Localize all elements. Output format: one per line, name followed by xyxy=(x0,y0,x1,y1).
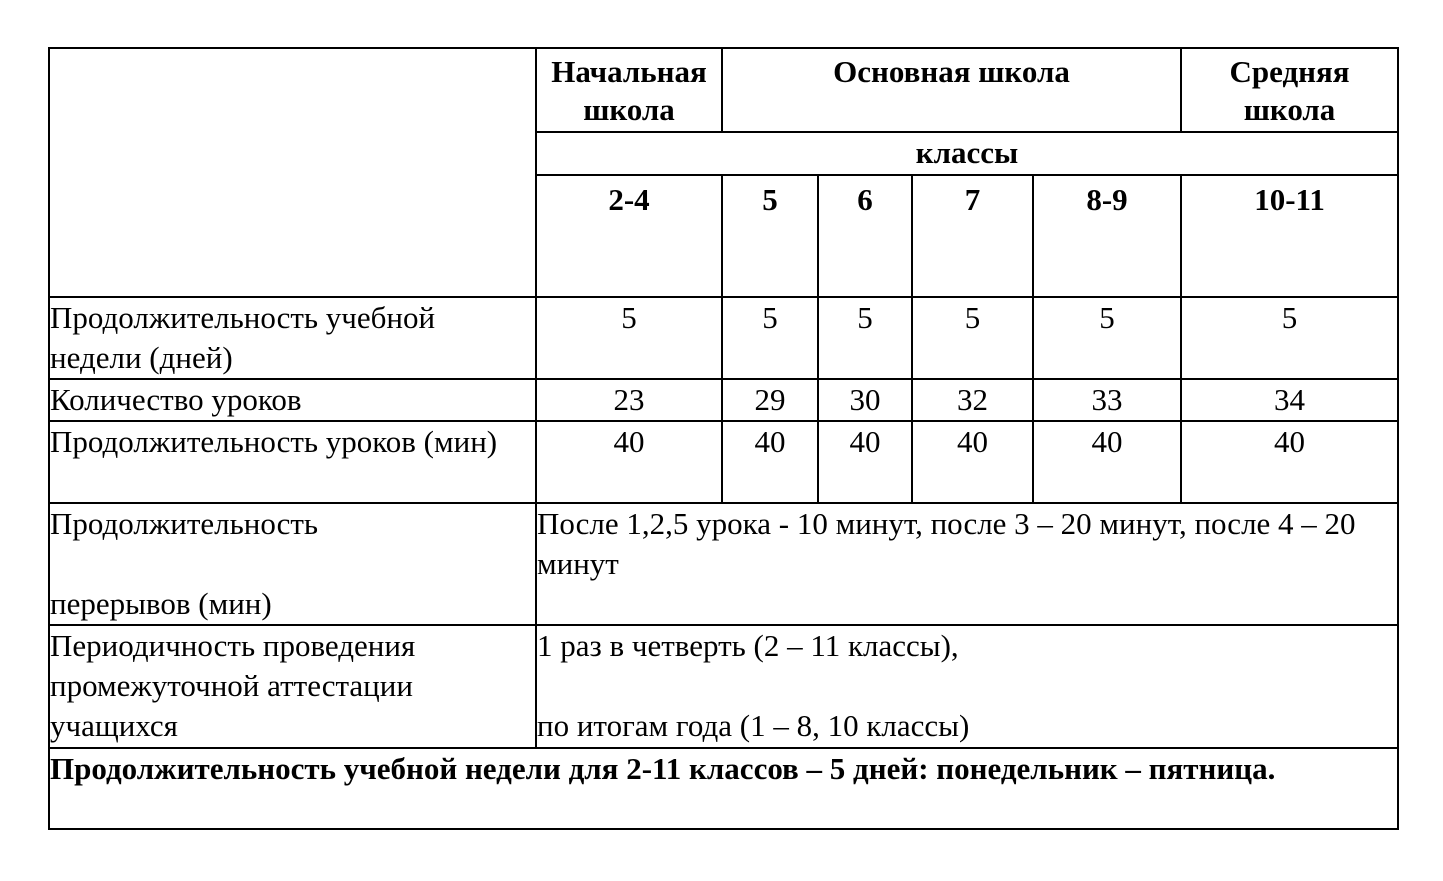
value-cell: 34 xyxy=(1181,379,1398,421)
stage-header-row xyxy=(49,48,1398,132)
classes-label: классы xyxy=(536,132,1398,175)
table-row xyxy=(49,379,1398,421)
breaks-label-top: Продолжительность xyxy=(50,506,319,541)
attestation-line-1: 1 раз в четверть (2 – 11 классы), xyxy=(537,628,959,663)
stage-primary: Начальная школа xyxy=(536,48,722,132)
value-cell: 40 xyxy=(1181,421,1398,503)
value-cell: 5 xyxy=(818,297,912,379)
value-cell: 40 xyxy=(536,421,722,503)
attestation-value xyxy=(536,625,1398,748)
grade-cell: 8-9 xyxy=(1033,175,1181,297)
attestation-label: Периодичность проведения промежуточной аттестации учащихся xyxy=(49,625,536,748)
value-cell: 40 xyxy=(818,421,912,503)
value-cell: 5 xyxy=(1033,297,1181,379)
row-label: Продолжительность уроков (мин) xyxy=(49,421,536,503)
grade-cell: 10-11 xyxy=(1181,175,1398,297)
table-row xyxy=(49,297,1398,379)
stage-secondary: Средняя школа xyxy=(1181,48,1398,132)
breaks-label xyxy=(49,503,536,625)
attestation-row xyxy=(49,625,1398,748)
footer-note: Продолжительность учебной недели для 2-11 классов – 5 дней: понедельник – пятница. xyxy=(49,748,1398,829)
spacer xyxy=(537,666,1395,706)
value-cell: 40 xyxy=(722,421,818,503)
breaks-value: После 1,2,5 урока - 10 минут, после 3 – 20 минут, после 4 – 20 минут xyxy=(536,503,1398,625)
grade-cell: 5 xyxy=(722,175,818,297)
value-cell: 33 xyxy=(1033,379,1181,421)
breaks-row xyxy=(49,503,1398,625)
value-cell: 5 xyxy=(536,297,722,379)
grade-cell: 6 xyxy=(818,175,912,297)
stage-basic: Основная школа xyxy=(722,48,1181,132)
footer-row xyxy=(49,748,1398,829)
grade-cell: 2-4 xyxy=(536,175,722,297)
schedule-table xyxy=(48,47,1399,830)
corner-cell xyxy=(49,48,536,297)
value-cell: 5 xyxy=(1181,297,1398,379)
spacer xyxy=(50,544,533,584)
row-label: Продолжительность учебной недели (дней) xyxy=(49,297,536,379)
value-cell: 40 xyxy=(912,421,1033,503)
grade-cell: 7 xyxy=(912,175,1033,297)
value-cell: 5 xyxy=(722,297,818,379)
value-cell: 23 xyxy=(536,379,722,421)
value-cell: 32 xyxy=(912,379,1033,421)
value-cell: 40 xyxy=(1033,421,1181,503)
value-cell: 29 xyxy=(722,379,818,421)
value-cell: 5 xyxy=(912,297,1033,379)
row-label: Количество уроков xyxy=(49,379,536,421)
attestation-line-2: по итогам года (1 – 8, 10 классы) xyxy=(537,708,970,743)
value-cell: 30 xyxy=(818,379,912,421)
breaks-label-bottom: перерывов (мин) xyxy=(50,586,272,621)
table-row xyxy=(49,421,1398,503)
